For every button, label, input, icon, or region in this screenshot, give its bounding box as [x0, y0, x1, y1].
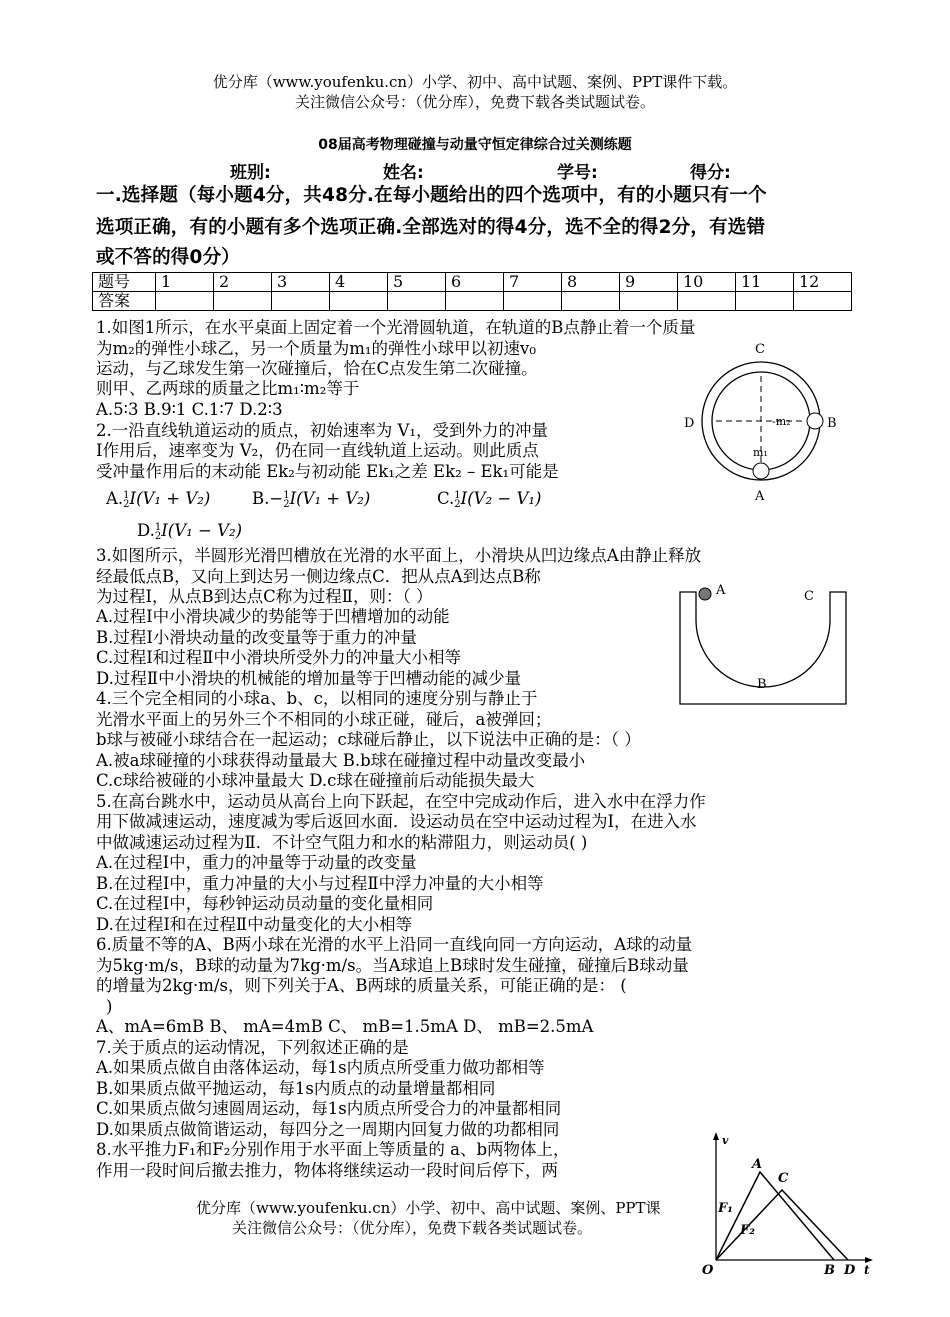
fraction-numerator: 1: [283, 489, 290, 501]
label-f2: F₂: [740, 1223, 755, 1238]
fraction-denominator: 2: [283, 498, 290, 510]
label-d: D: [684, 416, 695, 431]
label-v: v: [722, 1134, 729, 1147]
label-b: B: [827, 416, 837, 431]
score-label: 得分:: [690, 163, 731, 183]
q3-option-d: D.过程Ⅱ中小滑块的机械能的增加量等于凹槽动能的减少量: [96, 669, 522, 688]
label-f1: F₁: [718, 1201, 733, 1216]
section-heading-line-3: 或不答的得0分）: [96, 247, 240, 268]
q2-option-a-prefix: A.: [106, 489, 124, 508]
question-number-cell: 12: [794, 273, 852, 292]
q5-option-c: C.在过程Ⅰ中，每秒钟运动员动量的变化量相同: [96, 894, 434, 913]
header-line-1: 优分库（www.youfenku.cn）小学、初中、高中试题、案例、PPT课件下载。: [212, 73, 738, 91]
q5-line-3: 中做减速运动过程为Ⅱ．不计空气阻力和水的粘滞阻力，则运动员( ): [96, 833, 588, 852]
section-heading-line-2: 选项正确，有的小题有多个选项正确.全部选对的得4分，选不全的得2分，有选错: [96, 217, 766, 238]
ball-m1: [753, 463, 769, 479]
q6-options: A、mA=6mB B、 mA=4mB C、 mB=1.5mA D、 mB=2.5mA: [96, 1017, 594, 1036]
q3-line-1: 3.如图所示，半圆形光滑凹槽放在光滑的水平面上，小滑块从凹边缘点A由静止释放: [96, 546, 702, 565]
q5-option-a: A.在过程Ⅰ中，重力的冲量等于动量的改变量: [96, 853, 417, 872]
q2-option-c-expr: I(V₂ − V₁): [460, 489, 542, 508]
section-heading-line-1: 一.选择题（每小题4分，共48分.在每小题给出的四个选项中，有的小题只有一个: [96, 185, 767, 206]
fraction-numerator: 1: [123, 489, 130, 501]
q3-option-a: A.过程Ⅰ中小滑块减少的势能等于凹槽增加的动能: [96, 607, 450, 626]
answer-cell[interactable]: [504, 292, 562, 311]
q2-option-b-prefix: B.−: [252, 489, 284, 508]
slider-ball: [699, 588, 711, 600]
q3-option-b: B.过程Ⅰ小滑块动量的改变量等于重力的冲量: [96, 628, 417, 647]
q2-line-3: 受冲量作用后的末动能 Ek₂与初动能 Ek₁之差 Ek₂ – Ek₁可能是: [96, 462, 559, 481]
question-number-cell: 11: [736, 273, 794, 292]
q1-line-2: 为m₂的弹性小球乙，另一个质量为m₁的弹性小球甲以初速v₀: [96, 339, 536, 358]
footer-line-2: 关注微信公众号：（优分库），免费下载各类试题试卷。: [232, 1219, 593, 1237]
answer-cell[interactable]: [446, 292, 504, 311]
ball-m2: [807, 413, 823, 429]
question-number-cell: 5: [388, 273, 446, 292]
q2-option-a: [106, 488, 210, 509]
q4-options-ab: A.被a球碰撞的小球获得动量最大 B.b球在碰撞过程中动量改变最小: [96, 751, 586, 770]
label-a: A: [716, 583, 726, 598]
q4-line-3: b球与被碰小球结合在一起运动；c球碰后静止，以下说法中正确的是：（ ）: [96, 730, 641, 749]
q5-option-d: D.在过程Ⅰ和在过程Ⅱ中动量变化的大小相等: [96, 915, 413, 934]
q4-line-2: 光滑水平面上的另外三个不相同的小球正碰，碰后，a被弹回；: [96, 710, 552, 729]
q6-line-1: 6.质量不等的A、B两小球在光滑的水平上沿同一直线向同一方向运动，A球的动量: [96, 935, 693, 954]
class-label: 班别:: [230, 163, 271, 183]
answer-cell[interactable]: [794, 292, 852, 311]
label-m2: -m₂: [772, 415, 791, 428]
q6-line-2: 为5kg·m/s，B球的动量为7kg·m/s。当A球追上B球时发生碰撞，碰撞后B球动量: [96, 956, 689, 975]
header-line-2: 关注微信公众号：（优分库），免费下载各类试题试卷。: [294, 93, 655, 111]
question-number-cell: 7: [504, 273, 562, 292]
q8-line-1: 8.水平推力F₁和F₂分别作用于水平面上等质量的 a、b两物体上，: [96, 1140, 570, 1159]
label-c: C: [755, 342, 765, 357]
q4-options-cd: C.c球给被碰的小球冲量最大 D.c球在碰撞前后动能损失最大: [96, 771, 535, 790]
question-number-cell: 10: [678, 273, 736, 292]
label-t: t: [864, 1263, 870, 1275]
label-c: C: [804, 589, 814, 604]
footer-line-1: 优分库（www.youfenku.cn）小学、初中、高中试题、案例、PPT课: [196, 1199, 661, 1217]
q3-line-3: 为过程I，从点B到达点C称为过程Ⅱ，则：（ ）: [96, 587, 433, 606]
q5-option-b: B.在过程Ⅰ中，重力冲量的大小与过程Ⅱ中浮力冲量的大小相等: [96, 874, 544, 893]
q6-line-4: ): [106, 997, 113, 1016]
q3-option-c: C.过程Ⅰ和过程Ⅱ中小滑块所受外力的冲量大小相等: [96, 648, 462, 667]
answer-cell[interactable]: [736, 292, 794, 311]
q2-option-c-prefix: C.: [437, 489, 455, 508]
name-label: 姓名:: [383, 163, 424, 183]
fraction-denominator: 2: [154, 530, 162, 542]
q1-circular-track-figure: [682, 338, 852, 508]
question-number-cell: 9: [620, 273, 678, 292]
question-number-cell: 2: [214, 273, 272, 292]
q1-line-1: 1.如图1所示，在水平桌面上固定着一个光滑圆轨道，在轨道的B点静止着一个质量: [96, 318, 696, 337]
table-header-cell: 题号: [93, 273, 156, 292]
answer-cell[interactable]: [388, 292, 446, 311]
label-b: B: [824, 1263, 835, 1275]
q7-option-d: D.如果质点做简谐运动，每四分之一周期内回复力做的功都相同: [96, 1120, 560, 1139]
table-row-answers: [93, 292, 852, 311]
answer-cell[interactable]: [214, 292, 272, 311]
answer-table: [92, 272, 852, 311]
q4-line-1: 4.三个完全相同的小球a、b、c，以相同的速度分别与静止于: [96, 689, 538, 708]
q2-option-b-expr: I(V₁ + V₂): [289, 489, 371, 508]
answer-cell[interactable]: [156, 292, 214, 311]
label-c: C: [778, 1171, 789, 1186]
question-number-cell: 4: [330, 273, 388, 292]
line-f1: [716, 1172, 834, 1260]
question-number-cell: 8: [562, 273, 620, 292]
answer-cell[interactable]: [272, 292, 330, 311]
fraction-numerator: 1: [454, 489, 461, 501]
answer-cell[interactable]: [330, 292, 388, 311]
q7-line-1: 7.关于质点的运动情况，下列叙述正确的是: [96, 1038, 409, 1057]
q5-line-1: 5.在高台跳水中，运动员从高台上向下跃起，在空中完成动作后，进入水中在浮力作: [96, 792, 706, 811]
q2-option-d-prefix: D.: [137, 521, 155, 540]
q1-line-4: 则甲、乙两球的质量之比m₁∶m₂等于: [96, 379, 360, 398]
label-a: A: [755, 489, 765, 504]
q2-option-c: [437, 488, 541, 509]
label-b: B: [757, 677, 767, 692]
answer-cell[interactable]: [678, 292, 736, 311]
q2-line-2: I作用后，速率变为 V₂，仍在同一直线轨道上运动。则此质点: [96, 441, 539, 460]
label-d: D: [844, 1263, 856, 1275]
answer-cell[interactable]: [620, 292, 678, 311]
question-number-cell: 1: [156, 273, 214, 292]
label-m1: m₁: [753, 446, 768, 459]
question-number-cell: 3: [272, 273, 330, 292]
q1-options: A.5∶3 B.9∶1 C.1∶7 D.2∶3: [96, 400, 283, 419]
q2-option-b: [252, 488, 370, 509]
label-o: O: [702, 1263, 714, 1275]
table-row-numbers: [93, 273, 852, 292]
v-axis-arrow: [713, 1132, 719, 1140]
q1-line-3: 运动，与乙球发生第一次碰撞后，恰在C点发生第二次碰撞。: [96, 359, 538, 378]
q7-option-a: A.如果质点做自由落体运动，每1s内质点所受重力做功都相等: [96, 1058, 545, 1077]
fraction-numerator: 1: [154, 521, 162, 533]
answer-cell[interactable]: [562, 292, 620, 311]
page-title: 08届高考物理碰撞与动量守恒定律综合过关测练题: [318, 137, 632, 153]
student-id-label: 学号:: [557, 163, 598, 183]
q2-option-d-expr: I(V₁ − V₂): [161, 521, 243, 540]
q6-line-3: 的增量为2kg·m/s，则下列关于A、B两球的质量关系，可能正确的是： (: [96, 976, 627, 995]
q5-line-2: 用下做减速运动，速度减为零后返回水面．设运动员在空中运动过程为Ⅰ，在进入水: [96, 812, 697, 831]
q7-option-c: C.如果质点做匀速圆周运动，每1s内质点所受合力的冲量都相同: [96, 1099, 562, 1118]
fraction-denominator: 2: [454, 498, 461, 510]
q2-line-1: 2.一沿直线轨道运动的质点，初始速率为 V₁，受到外力的冲量: [96, 421, 549, 440]
q3-semicircle-groove-figure: [672, 580, 852, 710]
question-number-cell: 6: [446, 273, 504, 292]
q7-option-b: B.如果质点做平抛运动，每1s内质点的动量增量都相同: [96, 1079, 496, 1098]
table-header-cell: 答案: [93, 292, 156, 311]
q2-option-d: [137, 520, 242, 541]
fraction-denominator: 2: [123, 498, 130, 510]
q3-line-2: 经最低点B，又向上到达另一侧边缘点C．把从点A到达点B称: [96, 567, 541, 586]
label-a: A: [752, 1157, 763, 1172]
q8-line-2: 作用一段时间后撤去推力，物体将继续运动一段时间后停下，两: [96, 1161, 558, 1180]
q2-option-a-expr: I(V₁ + V₂): [129, 489, 211, 508]
line-f2: [716, 1190, 848, 1260]
q8-velocity-time-graph: [698, 1130, 878, 1275]
